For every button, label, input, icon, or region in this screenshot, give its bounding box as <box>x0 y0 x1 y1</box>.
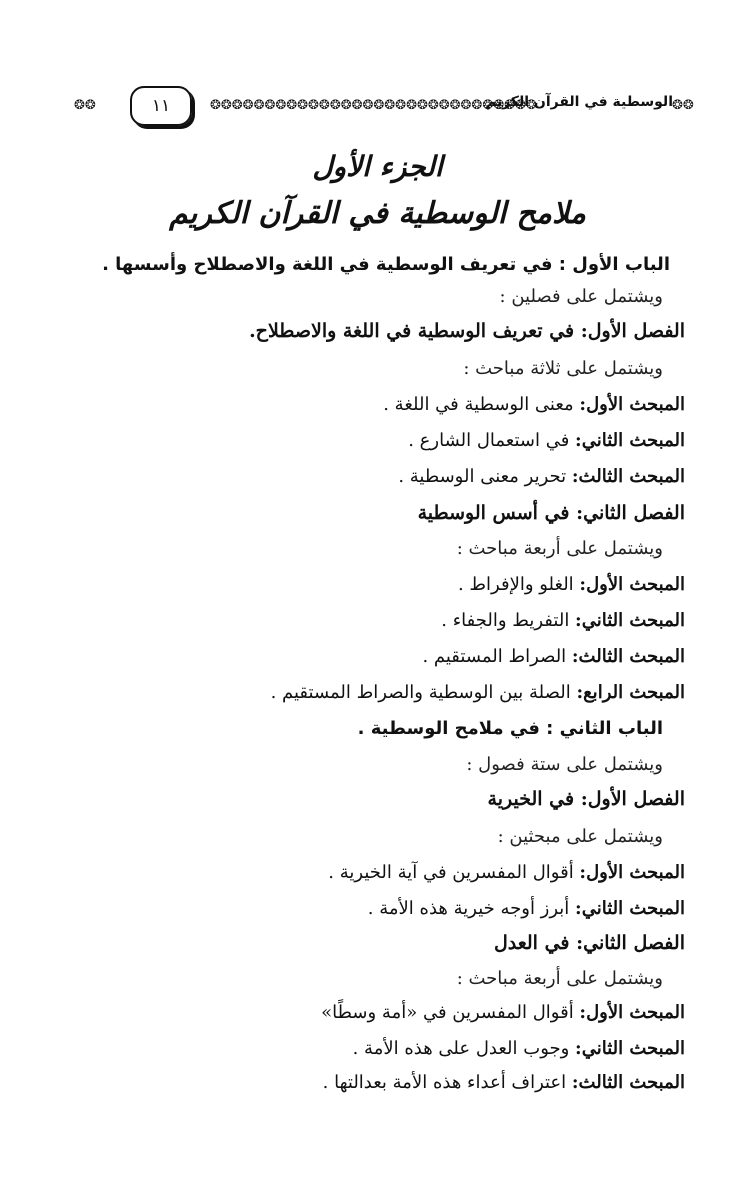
contents-note: ويشتمل على مبحثين : <box>497 826 663 847</box>
part-title: الجزء الأول <box>312 150 443 183</box>
section-text: الغلو والإفراط . <box>457 574 580 595</box>
contents-note: ويشتمل على أربعة مباحث : <box>456 968 663 989</box>
section-label: المبحث الأول: <box>579 862 685 883</box>
section-text: وجوب العدل على هذه الأمة . <box>352 1038 576 1059</box>
header-ornament-right: ❂❂ <box>672 98 694 113</box>
section-item <box>368 896 685 922</box>
section-text: أقوال المفسرين في «أمة وسطًا» <box>321 1002 580 1023</box>
main-title: ملامح الوسطية في القرآن الكريم <box>169 196 586 231</box>
section-item <box>353 1036 685 1062</box>
contents-note: ويشتمل على أربعة مباحث : <box>456 538 663 559</box>
section-text: في استعمال الشارع . <box>408 430 576 451</box>
section-label: المبحث الثاني: <box>575 898 685 919</box>
section-item <box>441 608 685 634</box>
section-label: المبحث الثالث: <box>571 1072 685 1093</box>
section-item <box>383 392 685 418</box>
section-text: أبرز أوجه خيرية هذه الأمة . <box>367 898 576 919</box>
section-label: المبحث الرابع: <box>576 682 685 703</box>
section-label: المبحث الثالث: <box>571 646 685 667</box>
section-label: المبحث الأول: <box>579 394 685 415</box>
section-text: أقوال المفسرين في آية الخيرية . <box>328 862 580 883</box>
section-heading: الفصل الثاني: في العدل <box>493 932 685 954</box>
section-heading: الفصل الثاني: في أسس الوسطية <box>417 502 685 524</box>
section-text: تحرير معنى الوسطية . <box>398 466 572 487</box>
section-item <box>408 428 685 454</box>
contents-note: ويشتمل على ستة فصول : <box>466 754 663 775</box>
section-heading: الفصل الأول: في الخيرية <box>487 788 685 810</box>
contents-note: ويشتمل على ثلاثة مباحث : <box>463 358 663 379</box>
chapter-heading: الباب الأول : في تعريف الوسطية في اللغة والاصطلاح وأسسها . <box>102 254 670 275</box>
section-label: المبحث الأول: <box>579 1002 685 1023</box>
section-label: المبحث الثاني: <box>575 610 685 631</box>
section-item <box>458 572 685 598</box>
section-label: المبحث الثاني: <box>575 430 685 451</box>
section-heading: الفصل الأول: في تعريف الوسطية في اللغة والاصطلاح. <box>249 320 685 342</box>
section-label: المبحث الثالث: <box>571 466 685 487</box>
running-title: الوسطية في القرآن الكريم <box>485 94 673 110</box>
page-number-box <box>130 86 192 126</box>
section-text: الصراط المستقيم . <box>422 646 572 667</box>
section-label: المبحث الثاني: <box>575 1038 685 1059</box>
page-number: ١١ <box>151 96 171 116</box>
section-item <box>271 680 685 706</box>
section-label: المبحث الأول: <box>579 574 685 595</box>
section-text: الصلة بين الوسطية والصراط المستقيم . <box>270 682 577 703</box>
section-text: معنى الوسطية في اللغة . <box>383 394 580 415</box>
header-ornament-middle: ❂❂❂❂❂❂❂❂❂❂❂❂❂❂❂❂❂❂❂❂❂❂❂❂❂❂❂❂❂❂ <box>210 98 537 113</box>
contents-note: ويشتمل على فصلين : <box>499 286 663 307</box>
section-item <box>323 1070 685 1096</box>
section-item <box>328 860 685 886</box>
header-ornament-left: ❂❂ <box>74 98 96 113</box>
section-item <box>422 644 685 670</box>
running-header <box>0 86 755 130</box>
section-item <box>398 464 685 490</box>
section-text: التفريط والجفاء . <box>441 610 576 631</box>
section-item <box>321 1000 685 1026</box>
chapter-heading: الباب الثاني : في ملامح الوسطية . <box>357 718 663 739</box>
section-text: اعتراف أعداء هذه الأمة بعدالتها . <box>322 1072 572 1093</box>
